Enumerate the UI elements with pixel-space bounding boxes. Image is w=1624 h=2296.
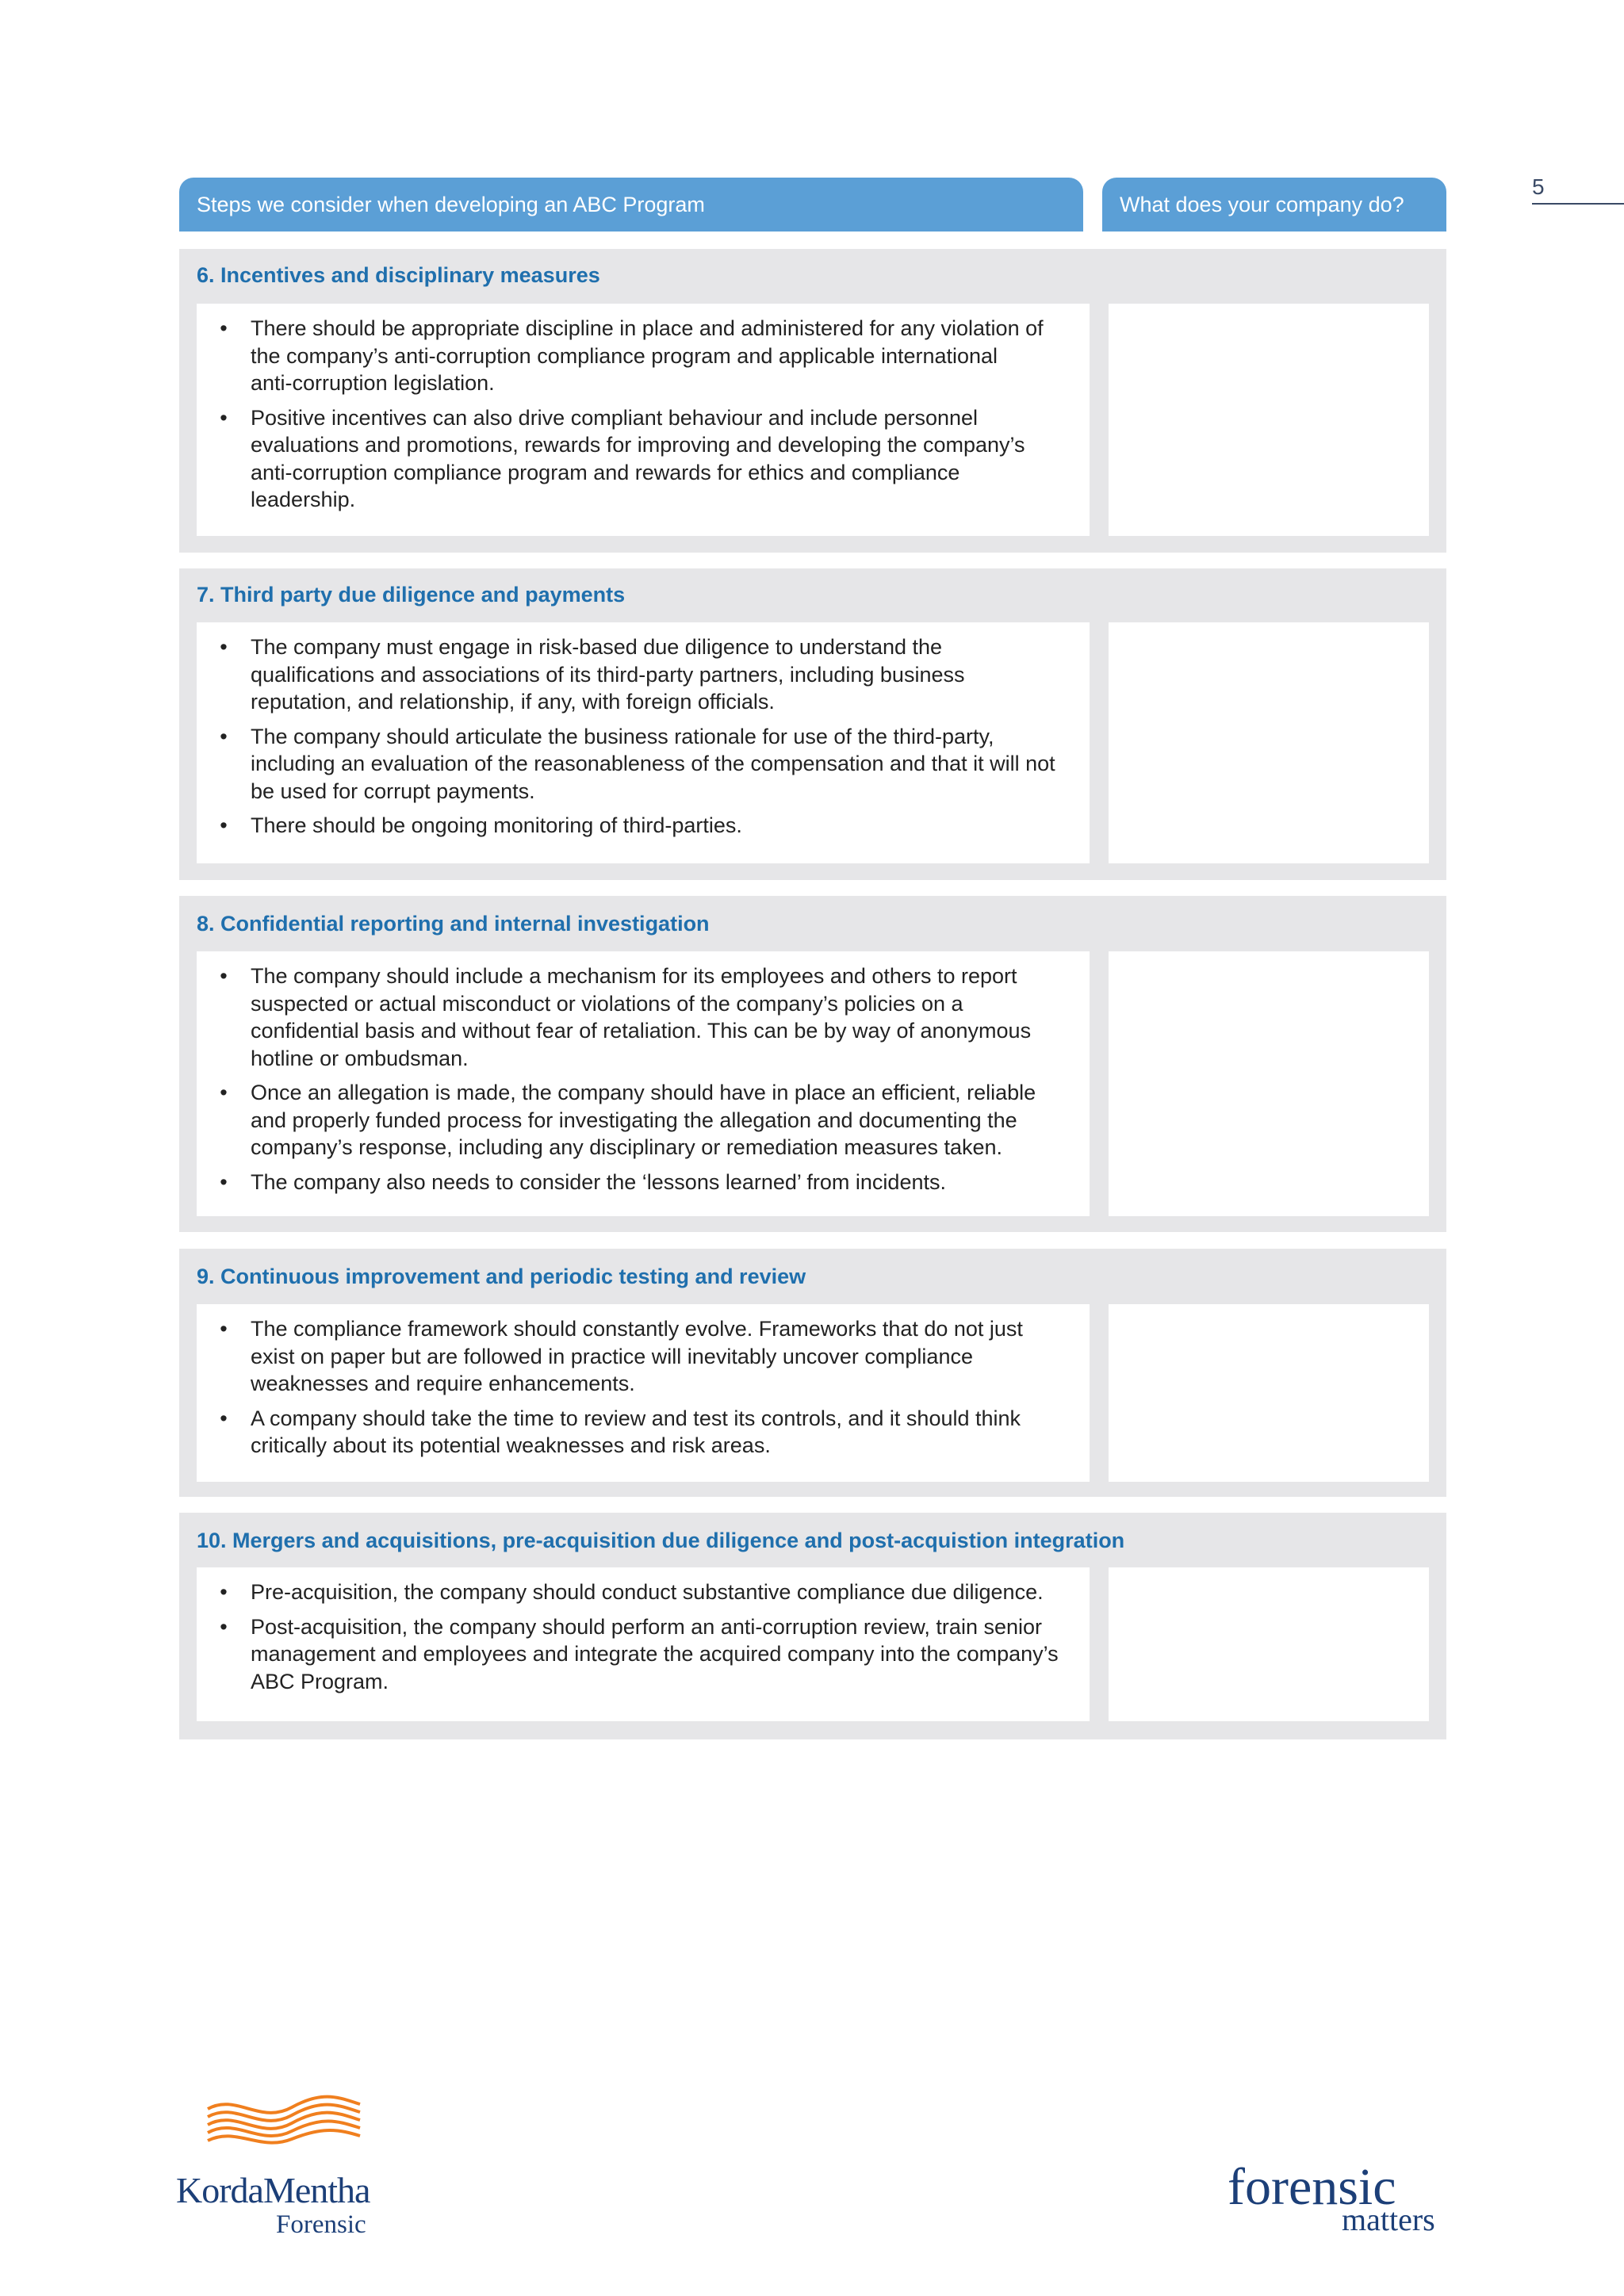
section-confidential-reporting [179, 896, 1446, 1232]
answer-box-mergers-acquisitions[interactable] [1109, 1567, 1429, 1721]
logo-subtitle: Forensic [276, 2210, 366, 2239]
list-item: • Positive incentives can also drive compliant behaviour and include personnel evaluations and promotions, rewards for improving and developing the company’s anti-corruption compliance program and rewards for ethics and compliance leadership. [220, 405, 1025, 511]
page-number-rule [1532, 203, 1624, 205]
list-item: • The compliance framework should constantly evolve. Frameworks that do not just exist on paper but are followed in practice will inevitably uncover compliance weaknesses and require enhancements. [220, 1317, 1023, 1395]
section-title: 9. Continuous improvement and periodic testing and review [197, 1265, 806, 1288]
answer-box-continuous-improvement[interactable] [1109, 1304, 1429, 1482]
list-item: • Post-acquisition, the company should perform an anti-corruption review, train senior management and employees and integrate the acquired company into the company’s ABC Program. [220, 1614, 1059, 1693]
list-item: • The company must engage in risk-based due diligence to understand the qualifications and associations of its third-party partners, including business reputation, and relationship, if any, with foreign officials. [220, 635, 965, 714]
section-content [197, 622, 1090, 863]
column-header-steps: Steps we consider when developing an ABC Program [179, 178, 1083, 232]
section-content [197, 951, 1090, 1216]
section-continuous-improvement [179, 1249, 1446, 1497]
answer-box-third-party[interactable] [1109, 622, 1429, 863]
answer-box-confidential-reporting[interactable] [1109, 951, 1429, 1216]
column-header-company: What does your company do? [1102, 178, 1446, 232]
wave-icon [205, 2090, 363, 2153]
answer-box-incentives[interactable] [1109, 304, 1429, 536]
logo-line-1: forensic [1228, 2158, 1396, 2216]
list-item: • Pre-acquisition, the company should conduct substantive compliance due diligence. [220, 1580, 1044, 1604]
section-mergers-acquisitions [179, 1513, 1446, 1739]
section-content [197, 1304, 1090, 1482]
list-item: • The company should include a mechanism for its employees and others to report suspected or actual misconduct or violations of the company’s policies on a confidential basis and without fear of retaliation. This can be by way of anonymous hotline or ombudsman. [220, 964, 1032, 1070]
list-item: • The company should articulate the business rationale for use of the third-party, including an evaluation of the reasonableness of the compensation and that it will not be used for corrupt payments. [220, 724, 1055, 803]
section-third-party [179, 568, 1446, 880]
list-item: • A company should take the time to review and test its controls, and it should think critically about its potential weaknesses and risk areas. [220, 1406, 1021, 1457]
section-title: 10. Mergers and acquisitions, pre-acquisition due diligence and post-acquistion integration [197, 1529, 1125, 1552]
page-number: 5 [1532, 174, 1545, 199]
list-item: • Once an allegation is made, the company should have in place an efficient, reliable and properly funded process for investigating the allegation and documenting the company’s response, including any disciplinary or remediation measures taken. [220, 1081, 1036, 1159]
logo-name: KordaMentha [176, 2170, 370, 2210]
list-item: • There should be appropriate discipline in place and administered for any violation of the company’s anti-corruption compliance program and applicable international anti-corruption legislation. [220, 316, 1044, 395]
section-content [197, 304, 1090, 536]
section-title: 7. Third party due diligence and payments [197, 583, 626, 607]
logo-line-2: matters [1342, 2202, 1435, 2237]
section-title: 8. Confidential reporting and internal investigation [197, 912, 710, 936]
section-content [197, 1567, 1090, 1721]
section-incentives [179, 249, 1446, 553]
list-item: • The company also needs to consider the ‘lessons learned’ from incidents. [220, 1169, 946, 1194]
list-item: • There should be ongoing monitoring of third-parties. [220, 813, 742, 837]
section-title: 6. Incentives and disciplinary measures [197, 263, 600, 287]
